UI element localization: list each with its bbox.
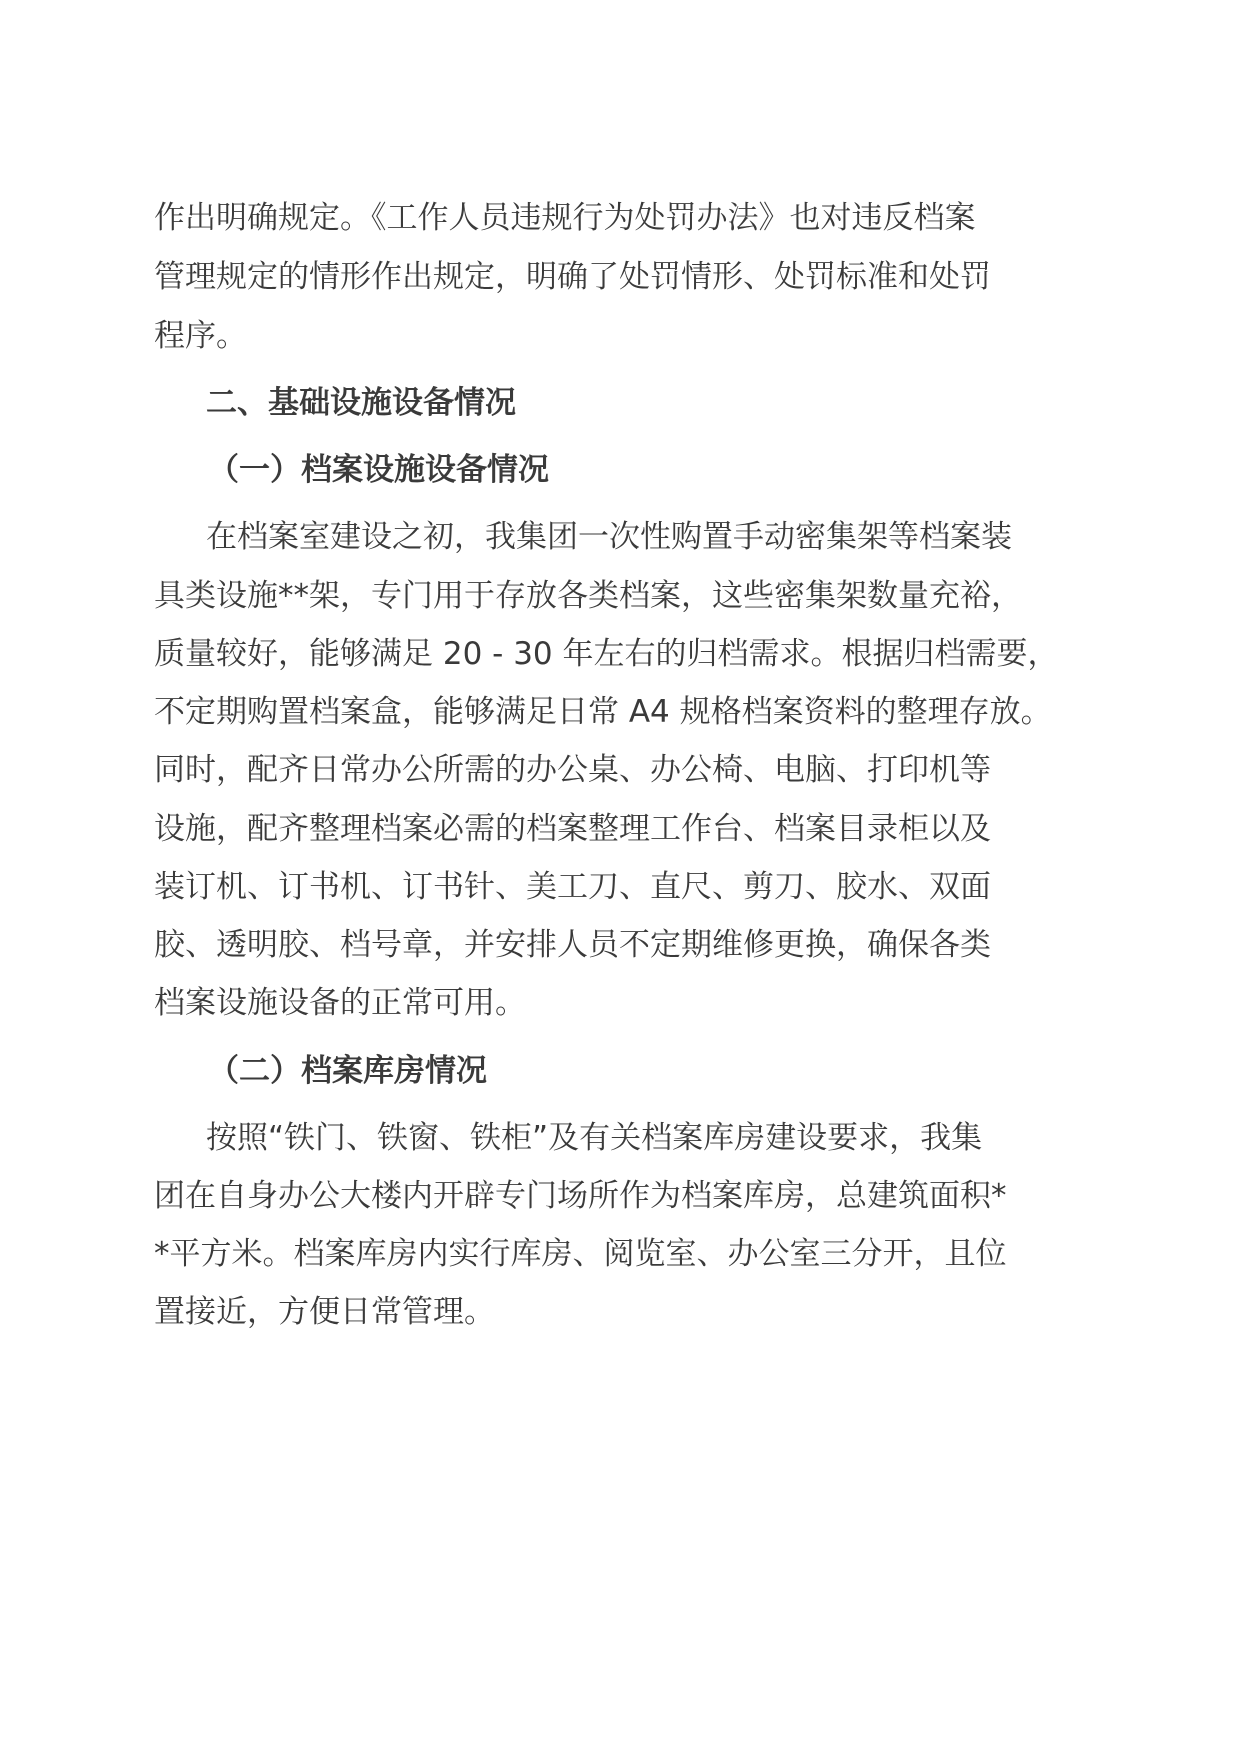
paragraph-line: 在档案室建设之初，我集团一次性购置手动密集架等档案装	[206, 519, 1012, 555]
paragraph-line: 不定期购置档案盒，能够满足日常 A4 规格档案资料的整理存放。	[154, 694, 1052, 730]
paragraph-line: 质量较好，能够满足 20 - 30 年左右的归档需求。根据归档需要，	[154, 636, 1059, 672]
paragraph-line: 管理规定的情形作出规定，明确了处罚情形、处罚标准和处罚	[154, 259, 991, 295]
paragraph-line: 档案设施设备的正常可用。	[154, 985, 526, 1021]
paragraph-line: 团在自身办公大楼内开辟专门场所作为档案库房，总建筑面积*	[154, 1178, 1007, 1214]
subsection-heading: （一）档案设施设备情况	[208, 452, 549, 488]
paragraph-line: 装订机、订书机、订书针、美工刀、直尺、剪刀、胶水、双面	[154, 869, 991, 905]
paragraph-line: 按照“铁门、铁窗、铁柜”及有关档案库房建设要求，我集	[206, 1120, 983, 1156]
paragraph-line: 置接近，方便日常管理。	[154, 1294, 495, 1330]
subsection-heading: （二）档案库房情况	[208, 1053, 487, 1089]
paragraph-line: 同时，配齐日常办公所需的办公桌、办公椅、电脑、打印机等	[154, 752, 991, 788]
paragraph-line: 具类设施**架，专门用于存放各类档案，这些密集架数量充裕，	[154, 578, 1022, 614]
paragraph-line: 胶、透明胶、档号章，并安排人员不定期维修更换，确保各类	[154, 927, 991, 963]
paragraph-line: 设施，配齐整理档案必需的档案整理工作台、档案目录柜以及	[154, 811, 991, 847]
paragraph-line: 作出明确规定。《工作人员违规行为处罚办法》也对违反档案	[154, 200, 976, 236]
section-heading: 二、基础设施设备情况	[206, 385, 516, 421]
paragraph-line: 程序。	[154, 318, 247, 354]
paragraph-line: *平方米。档案库房内实行库房、阅览室、办公室三分开，且位	[154, 1236, 1007, 1272]
